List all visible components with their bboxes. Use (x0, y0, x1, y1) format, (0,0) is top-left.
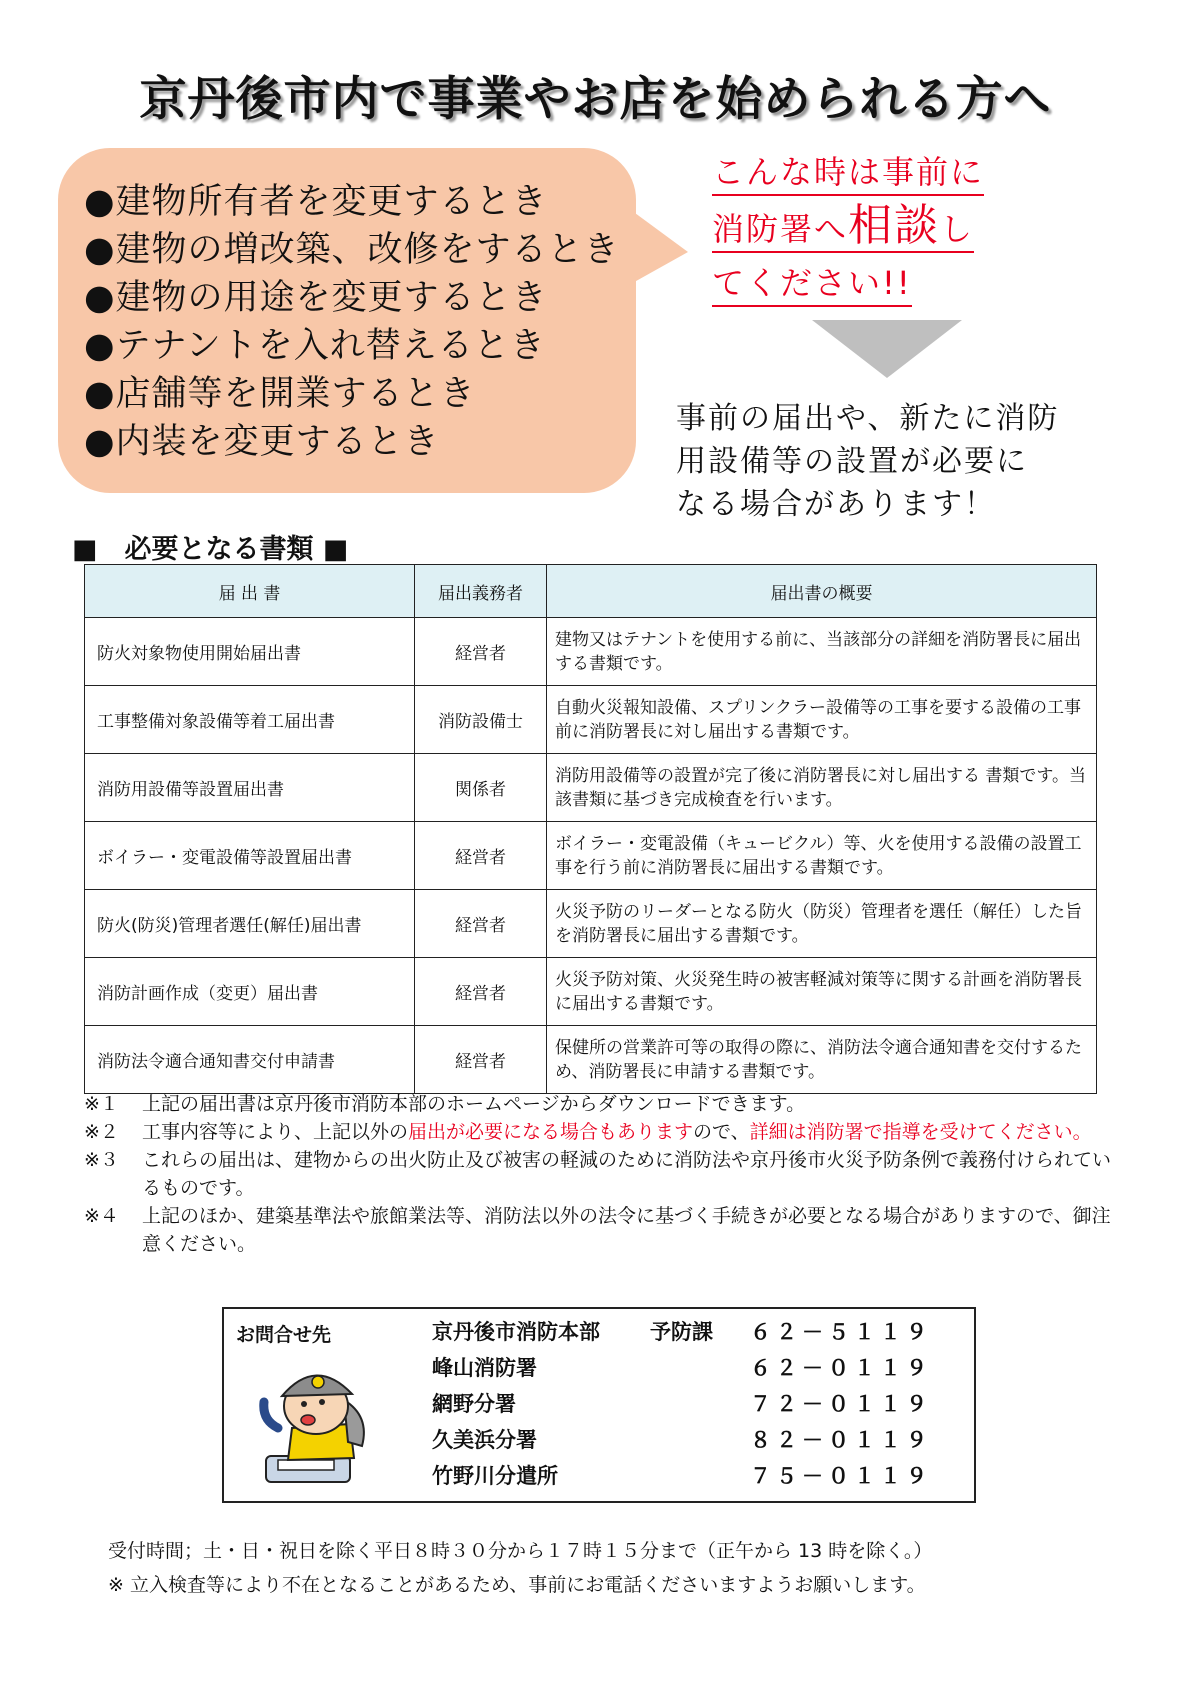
phone-number[interactable]: ７５－０１１９ (750, 1464, 932, 1488)
situation-item: ●建物所有者を変更するとき (84, 182, 548, 222)
obligated-party: 経営者 (415, 958, 547, 1026)
situation-item: ●建物の用途を変更するとき (84, 278, 548, 318)
callout-line: こんな時は事前に (712, 150, 984, 196)
station-name: 京丹後市消防本部 (432, 1320, 600, 1344)
phone-number[interactable]: ８２－０１１９ (750, 1428, 932, 1452)
document-name: 工事整備対象設備等着工届出書 (85, 686, 415, 754)
obligated-party: 経営者 (415, 1026, 547, 1094)
table-row (85, 958, 1097, 1026)
document-name: 消防計画作成（変更）届出書 (85, 958, 415, 1026)
notice-line: なる場合があります！ (676, 487, 996, 522)
footnote (84, 1118, 1124, 1146)
footnote-mark: ※２ (84, 1121, 119, 1143)
firefighter-mascot-icon (258, 1362, 380, 1486)
office-hours: 受付時間；土・日・祝日を除く平日８時３０分から１７時１５分まで（正午から 13 時を除く。） (108, 1540, 933, 1562)
notice-line: 事前の届出や、新たに消防 (676, 401, 1060, 436)
column-header: 届 出 書 (85, 565, 415, 618)
obligated-party: 経営者 (415, 618, 547, 686)
situation-item: ●店舗等を開業するとき (84, 374, 476, 414)
required-documents-table (84, 564, 1097, 1094)
callout-emphasis: 相談 (848, 200, 941, 251)
document-name: 消防用設備等設置届出書 (85, 754, 415, 822)
footnote-highlight: 届出が必要になる場合もあります (408, 1121, 694, 1143)
phone-number[interactable]: ６２－５１１９ (750, 1320, 932, 1344)
station-name: 竹野川分遣所 (432, 1464, 558, 1488)
column-header: 届出書の概要 (547, 565, 1097, 618)
column-header: 届出義務者 (415, 565, 547, 618)
footer-info (108, 1534, 932, 1602)
table-row (85, 754, 1097, 822)
document-summary: 保健所の営業許可等の取得の際に、消防法令適合通知書を交付するため、消防署長に申請する書類です。 (547, 1026, 1097, 1094)
table-row (85, 1026, 1097, 1094)
footnote-text: 上記の届出書は京丹後市消防本部のホームページからダウンロードできます。 (142, 1093, 806, 1115)
obligated-party: 消防設備士 (415, 686, 547, 754)
table-header-row (85, 565, 1097, 618)
document-summary: 火災予防対策、火災発生時の被害軽減対策等に関する計画を消防署長に届出する書類です。 (547, 958, 1097, 1026)
speech-bubble-tail (620, 202, 690, 292)
callout-text: し (940, 210, 975, 248)
table-row (85, 686, 1097, 754)
footnote (84, 1146, 1124, 1202)
footer-note: ※ 立入検査等により不在となることがあるため、事前にお電話くださいますようお願いします。 (108, 1574, 926, 1596)
table-row (85, 890, 1097, 958)
footnote-text: 上記のほか、建築基準法や旅館業法等、消防法以外の法令に基づく手続きが必要となる場合がありますので、御注意ください。 (142, 1205, 1111, 1255)
page-title: 京丹後市内で事業やお店を始められる方へ (139, 72, 1052, 127)
document-summary: 自動火災報知設備、スプリンクラー設備等の工事を要する設備の工事前に消防署長に対し届出する書類です。 (547, 686, 1097, 754)
station-division: 予防課 (650, 1320, 713, 1344)
footnote (84, 1090, 1124, 1118)
section-title: ■ 必要となる書類 ■ (72, 534, 349, 565)
footnotes (84, 1090, 1124, 1258)
callout-text: 消防署へ (712, 210, 849, 248)
footnote-segment: 工事内容等により、上記以外の (142, 1121, 409, 1143)
callout-line (712, 200, 975, 253)
footnote-mark: ※３ (84, 1149, 119, 1171)
situation-item: ●テナントを入れ替えるとき (84, 326, 546, 366)
document-summary: 火災予防のリーダーとなる防火（防災）管理者を選任（解任）した旨を消防署長に届出する書類です。 (547, 890, 1097, 958)
station-name: 峰山消防署 (432, 1356, 537, 1380)
footnote-text: これらの届出は、建物からの出火防止及び被害の軽減のために消防法や京丹後市火災予防条例で義務付けられているものです。 (142, 1149, 1112, 1199)
contact-heading: お問合せ先 (236, 1324, 332, 1346)
station-name: 網野分署 (432, 1392, 516, 1416)
station-name: 久美浜分署 (432, 1428, 537, 1452)
callout-line: てください!! (712, 261, 912, 307)
document-name: ボイラー・変電設備等設置届出書 (85, 822, 415, 890)
situation-list (84, 178, 620, 466)
obligated-party: 経営者 (415, 890, 547, 958)
footnote-text (142, 1118, 1092, 1146)
footnote-highlight: 詳細は消防署で指導を受けてください。 (749, 1121, 1092, 1143)
footnote (84, 1202, 1124, 1258)
document-summary: ボイラー・変電設備（キュービクル）等、火を使用する設備の設置工事を行う前に消防署長に届出する書類です。 (547, 822, 1097, 890)
document-summary: 消防用設備等の設置が完了後に消防署長に対し届出する 書類です。当該書類に基づき完成検査を行います。 (547, 754, 1097, 822)
document-name: 消防法令適合通知書交付申請書 (85, 1026, 415, 1094)
obligated-party: 経営者 (415, 822, 547, 890)
obligated-party: 関係者 (415, 754, 547, 822)
footnote-mark: ※４ (84, 1205, 119, 1227)
situation-item: ●内装を変更するとき (84, 422, 440, 462)
notice-line: 用設備等の設置が必要に (676, 444, 1028, 479)
situation-item: ●建物の増改築、改修をするとき (84, 230, 620, 270)
document-name: 防火(防災)管理者選任(解任)届出書 (85, 890, 415, 958)
table-row (85, 822, 1097, 890)
table-row (85, 618, 1097, 686)
phone-number[interactable]: ６２－０１１９ (750, 1356, 932, 1380)
phone-number[interactable]: ７２－０１１９ (750, 1392, 932, 1416)
document-summary: 建物又はテナントを使用する前に、当該部分の詳細を消防署長に届出する書類です。 (547, 618, 1097, 686)
advance-notice (676, 397, 1059, 526)
down-arrow-icon (812, 320, 962, 378)
footnote-mark: ※１ (84, 1093, 119, 1115)
consult-callout (712, 150, 984, 315)
footnote-segment: ので、 (693, 1121, 750, 1143)
document-name: 防火対象物使用開始届出書 (85, 618, 415, 686)
